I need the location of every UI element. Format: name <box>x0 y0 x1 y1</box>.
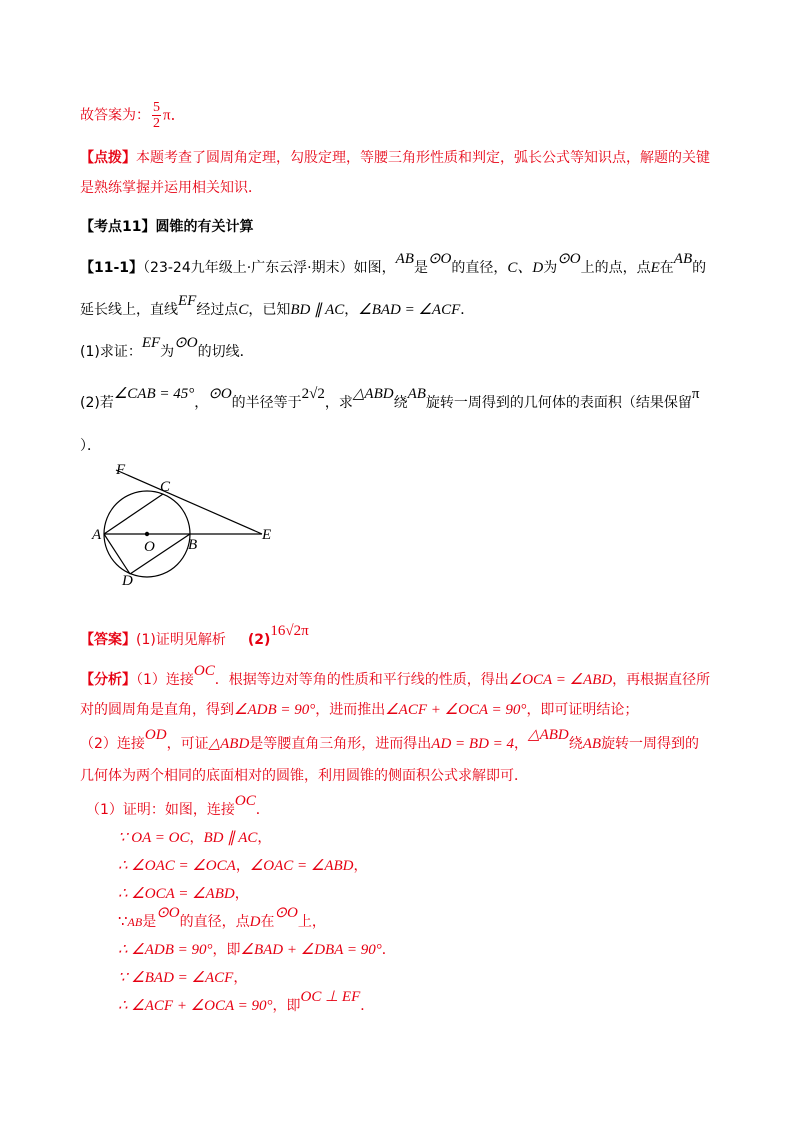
math-ab: AB <box>395 251 414 267</box>
text-end: ． <box>460 302 475 318</box>
proof-step-4 <box>118 905 326 932</box>
geometry-figure <box>90 458 310 588</box>
analysis-text-3c: 是等腰直角三角形，进而得出 <box>249 736 432 752</box>
question-2-close: ）． <box>80 438 101 454</box>
text-known: ，已知 <box>248 302 291 318</box>
because-symbol: ∵ <box>118 914 128 930</box>
problem-source: （23-24九年级上·广东云浮·期末）如图， <box>143 260 396 276</box>
problem-line-1 <box>80 251 707 278</box>
line-ac <box>104 494 163 534</box>
analysis-text-1c: ，再根据直径所 <box>612 672 711 688</box>
math-ef: EF <box>178 293 197 309</box>
math-circle-o-q2: ⊙O <box>208 386 232 402</box>
analysis-text-2a: 对的圆周角是直角，得到 <box>80 702 234 718</box>
math-bad-dba-90: ∠BAD + ∠DBA = 90° <box>240 942 382 958</box>
analysis-text-3a: （2）连接 <box>80 736 145 752</box>
proof-step-7-ie: ，即 <box>272 998 301 1014</box>
proof-step-6-end: ， <box>233 970 248 986</box>
label-c: C <box>160 479 171 495</box>
math-cab-45: ∠CAB = 45° <box>113 386 195 402</box>
answer-prefix: 故答案为： <box>80 107 150 124</box>
math-circle-o: ⊙O <box>427 251 452 267</box>
text-points: 上的点，点 <box>580 260 651 276</box>
text-find: ，求 <box>324 395 353 411</box>
text-radius: 的半径等于 <box>231 395 302 411</box>
math-oca-abd-proof: ∴ ∠OCA = ∠ABD <box>118 886 235 902</box>
proof-step-5 <box>118 940 396 960</box>
text-wei-q1: 为 <box>160 344 175 360</box>
label-a: A <box>92 527 102 543</box>
math-circle-o-q1: ⊙O <box>174 335 198 351</box>
math-bad-acf: ∵ ∠BAD = ∠ACF <box>118 970 234 986</box>
fraction-numerator: 5 <box>153 100 160 115</box>
math-cd: C、D <box>507 260 544 276</box>
analysis-text-1a: （1）连接 <box>136 672 194 688</box>
proof-step-2 <box>118 856 368 876</box>
math-adb-90: ∠ADB = 90° <box>234 702 316 718</box>
fraction <box>152 100 161 131</box>
analysis-label: 【分析】 <box>80 672 136 688</box>
proof-step-6 <box>118 968 247 988</box>
question-2 <box>80 386 700 413</box>
tip-text-1: 本题考查了圆周角定理，勾股定理，等腰三角形性质和判定，弧长公式等知识点，解题的关键 <box>136 150 710 166</box>
math-tri-abd-2: △ABD <box>528 727 569 743</box>
proof-step-3 <box>118 884 249 904</box>
analysis-line-4: 几何体为两个相同的底面相对的圆锥，利用圆锥的侧面积公式求解即可． <box>80 768 528 784</box>
math-ab-proof: AB <box>127 915 143 929</box>
answer-suffix: π． <box>163 107 186 124</box>
text-comma-q2: ， <box>194 395 209 411</box>
q2-label: (2)若 <box>80 395 114 411</box>
center-point <box>145 532 149 536</box>
math-circle-o-proof: ⊙O <box>156 905 180 921</box>
q1-label: (1)求证： <box>80 344 142 360</box>
proof-head <box>86 793 270 820</box>
math-ad-bd-4: AD = BD = 4 <box>431 736 515 752</box>
analysis-line-3 <box>80 727 700 754</box>
analysis-line-1 <box>80 663 711 690</box>
label-f: F <box>116 462 126 478</box>
question-1 <box>80 335 254 362</box>
math-2-sqrt2: 2√2 <box>301 386 325 402</box>
math-bd-parallel-ac: BD ∥ AC <box>290 302 345 318</box>
text-around: 绕 <box>393 395 408 411</box>
proof-step-7 <box>118 989 375 1016</box>
proof-step-7-end: ． <box>360 998 375 1014</box>
math-circle-o-2: ⊙O <box>557 251 581 267</box>
math-adb-90-proof: ∴ ∠ADB = 90° <box>118 942 213 958</box>
analysis-text-1b: ．根据等边对等角的性质和平行线的性质，得出 <box>214 672 509 688</box>
proof-step-1-end: ， <box>257 830 272 846</box>
analysis-text-3b: ，可证 <box>166 736 209 752</box>
proof-step-1-comma: ， <box>189 830 204 846</box>
text-diameter: 的直径， <box>451 260 508 276</box>
proof-text-is: 是 <box>142 914 157 930</box>
problem-line-2 <box>80 293 475 320</box>
text-rotate: 旋转一周得到的几何体的表面积（结果保留 <box>425 395 692 411</box>
math-acf-oca-90-proof: ∴ ∠ACF + ∠OCA = 90° <box>118 998 273 1014</box>
math-pi: π <box>691 386 700 402</box>
proof-step-5-end: ． <box>381 942 396 958</box>
analysis-line-2 <box>80 700 638 720</box>
label-b: B <box>188 537 198 553</box>
analysis-text-2c: ，即可证明结论； <box>526 702 639 718</box>
answer-summary <box>80 623 309 650</box>
label-o: O <box>144 539 155 555</box>
proof-head-end: ． <box>255 802 270 818</box>
tip-text-2: 是熟练掌握并运用相关知识． <box>80 180 262 196</box>
proof-step-2-end: ， <box>353 858 368 874</box>
math-bd-par-ac: BD ∥ AC <box>203 830 258 846</box>
problem-code: 【11-1】 <box>80 260 144 276</box>
tip-label: 【点拨】 <box>80 150 136 166</box>
analysis-text-3d: ， <box>514 736 529 752</box>
math-oc-perp-ef: OC ⊥ EF <box>300 989 361 1005</box>
math-oca-abd: ∠OCA = ∠ABD <box>508 672 613 688</box>
math-d-proof: D <box>249 914 261 930</box>
answer-label: 【答案】 <box>80 632 136 648</box>
text-wei: 为 <box>543 260 558 276</box>
analysis-text-3f: 旋转一周得到的 <box>601 736 700 752</box>
proof-step-5-ie: ，即 <box>212 942 241 958</box>
text-zai: 在 <box>659 260 674 276</box>
math-ef-q1: EF <box>141 335 161 351</box>
proof-step-3-end: ， <box>234 886 249 902</box>
proof-text-diameter: 的直径，点 <box>179 914 250 930</box>
math-od: OD <box>144 727 167 743</box>
section-title: 【考点11】圆锥的有关计算 <box>80 219 254 235</box>
math-circle-o-proof-2: ⊙O <box>274 905 298 921</box>
text-through: 经过点 <box>196 302 239 318</box>
analysis-text-2b: ，进而推出 <box>315 702 386 718</box>
label-d: D <box>122 573 133 588</box>
math-c: C <box>238 302 249 318</box>
math-ab-2: AB <box>673 251 693 267</box>
line-ad <box>104 534 130 574</box>
proof-step-4-end: 上， <box>297 914 326 930</box>
math-oac-abd: ∠OAC = ∠ABD <box>249 858 354 874</box>
analysis-text-3e: 绕 <box>568 736 583 752</box>
line-db <box>130 534 190 574</box>
proof-head-text: （1）证明：如图，连接 <box>86 802 235 818</box>
tip-line-2 <box>80 178 262 198</box>
math-e: E <box>650 260 660 276</box>
proof-step-1 <box>118 828 271 848</box>
label-e: E <box>262 527 272 543</box>
math-ab-q2: AB <box>407 386 426 402</box>
fraction-denominator: 2 <box>153 116 160 131</box>
answer-line <box>80 100 186 131</box>
text-tangent: 的切线． <box>197 344 254 360</box>
math-oa-oc: ∵ OA = OC <box>118 830 190 846</box>
math-oc-proof: OC <box>234 793 256 809</box>
answer-part-2-label: (2) <box>247 632 271 648</box>
math-triangle-abd: △ABD <box>352 386 394 402</box>
math-acf-oca-90: ∠ACF + ∠OCA = 90° <box>385 702 527 718</box>
text-comma: ， <box>344 302 359 318</box>
proof-text-zai: 在 <box>260 914 275 930</box>
answer-part-1: (1)证明见解析 <box>136 632 226 648</box>
math-oc: OC <box>193 663 215 679</box>
answer-part-2-value: 16√2π <box>270 623 309 639</box>
text-de: 的 <box>692 260 707 276</box>
text-is: 是 <box>413 260 428 276</box>
math-oac-oca: ∴ ∠OAC = ∠OCA <box>118 858 236 874</box>
tip-line-1 <box>80 148 710 168</box>
math-angle-eq: ∠BAD = ∠ACF <box>358 302 461 318</box>
text-extension: 延长线上，直线 <box>80 302 178 318</box>
math-tri-abd: △ABD <box>208 736 250 752</box>
proof-step-2-comma: ， <box>235 858 250 874</box>
math-ab-a: AB <box>582 736 602 752</box>
